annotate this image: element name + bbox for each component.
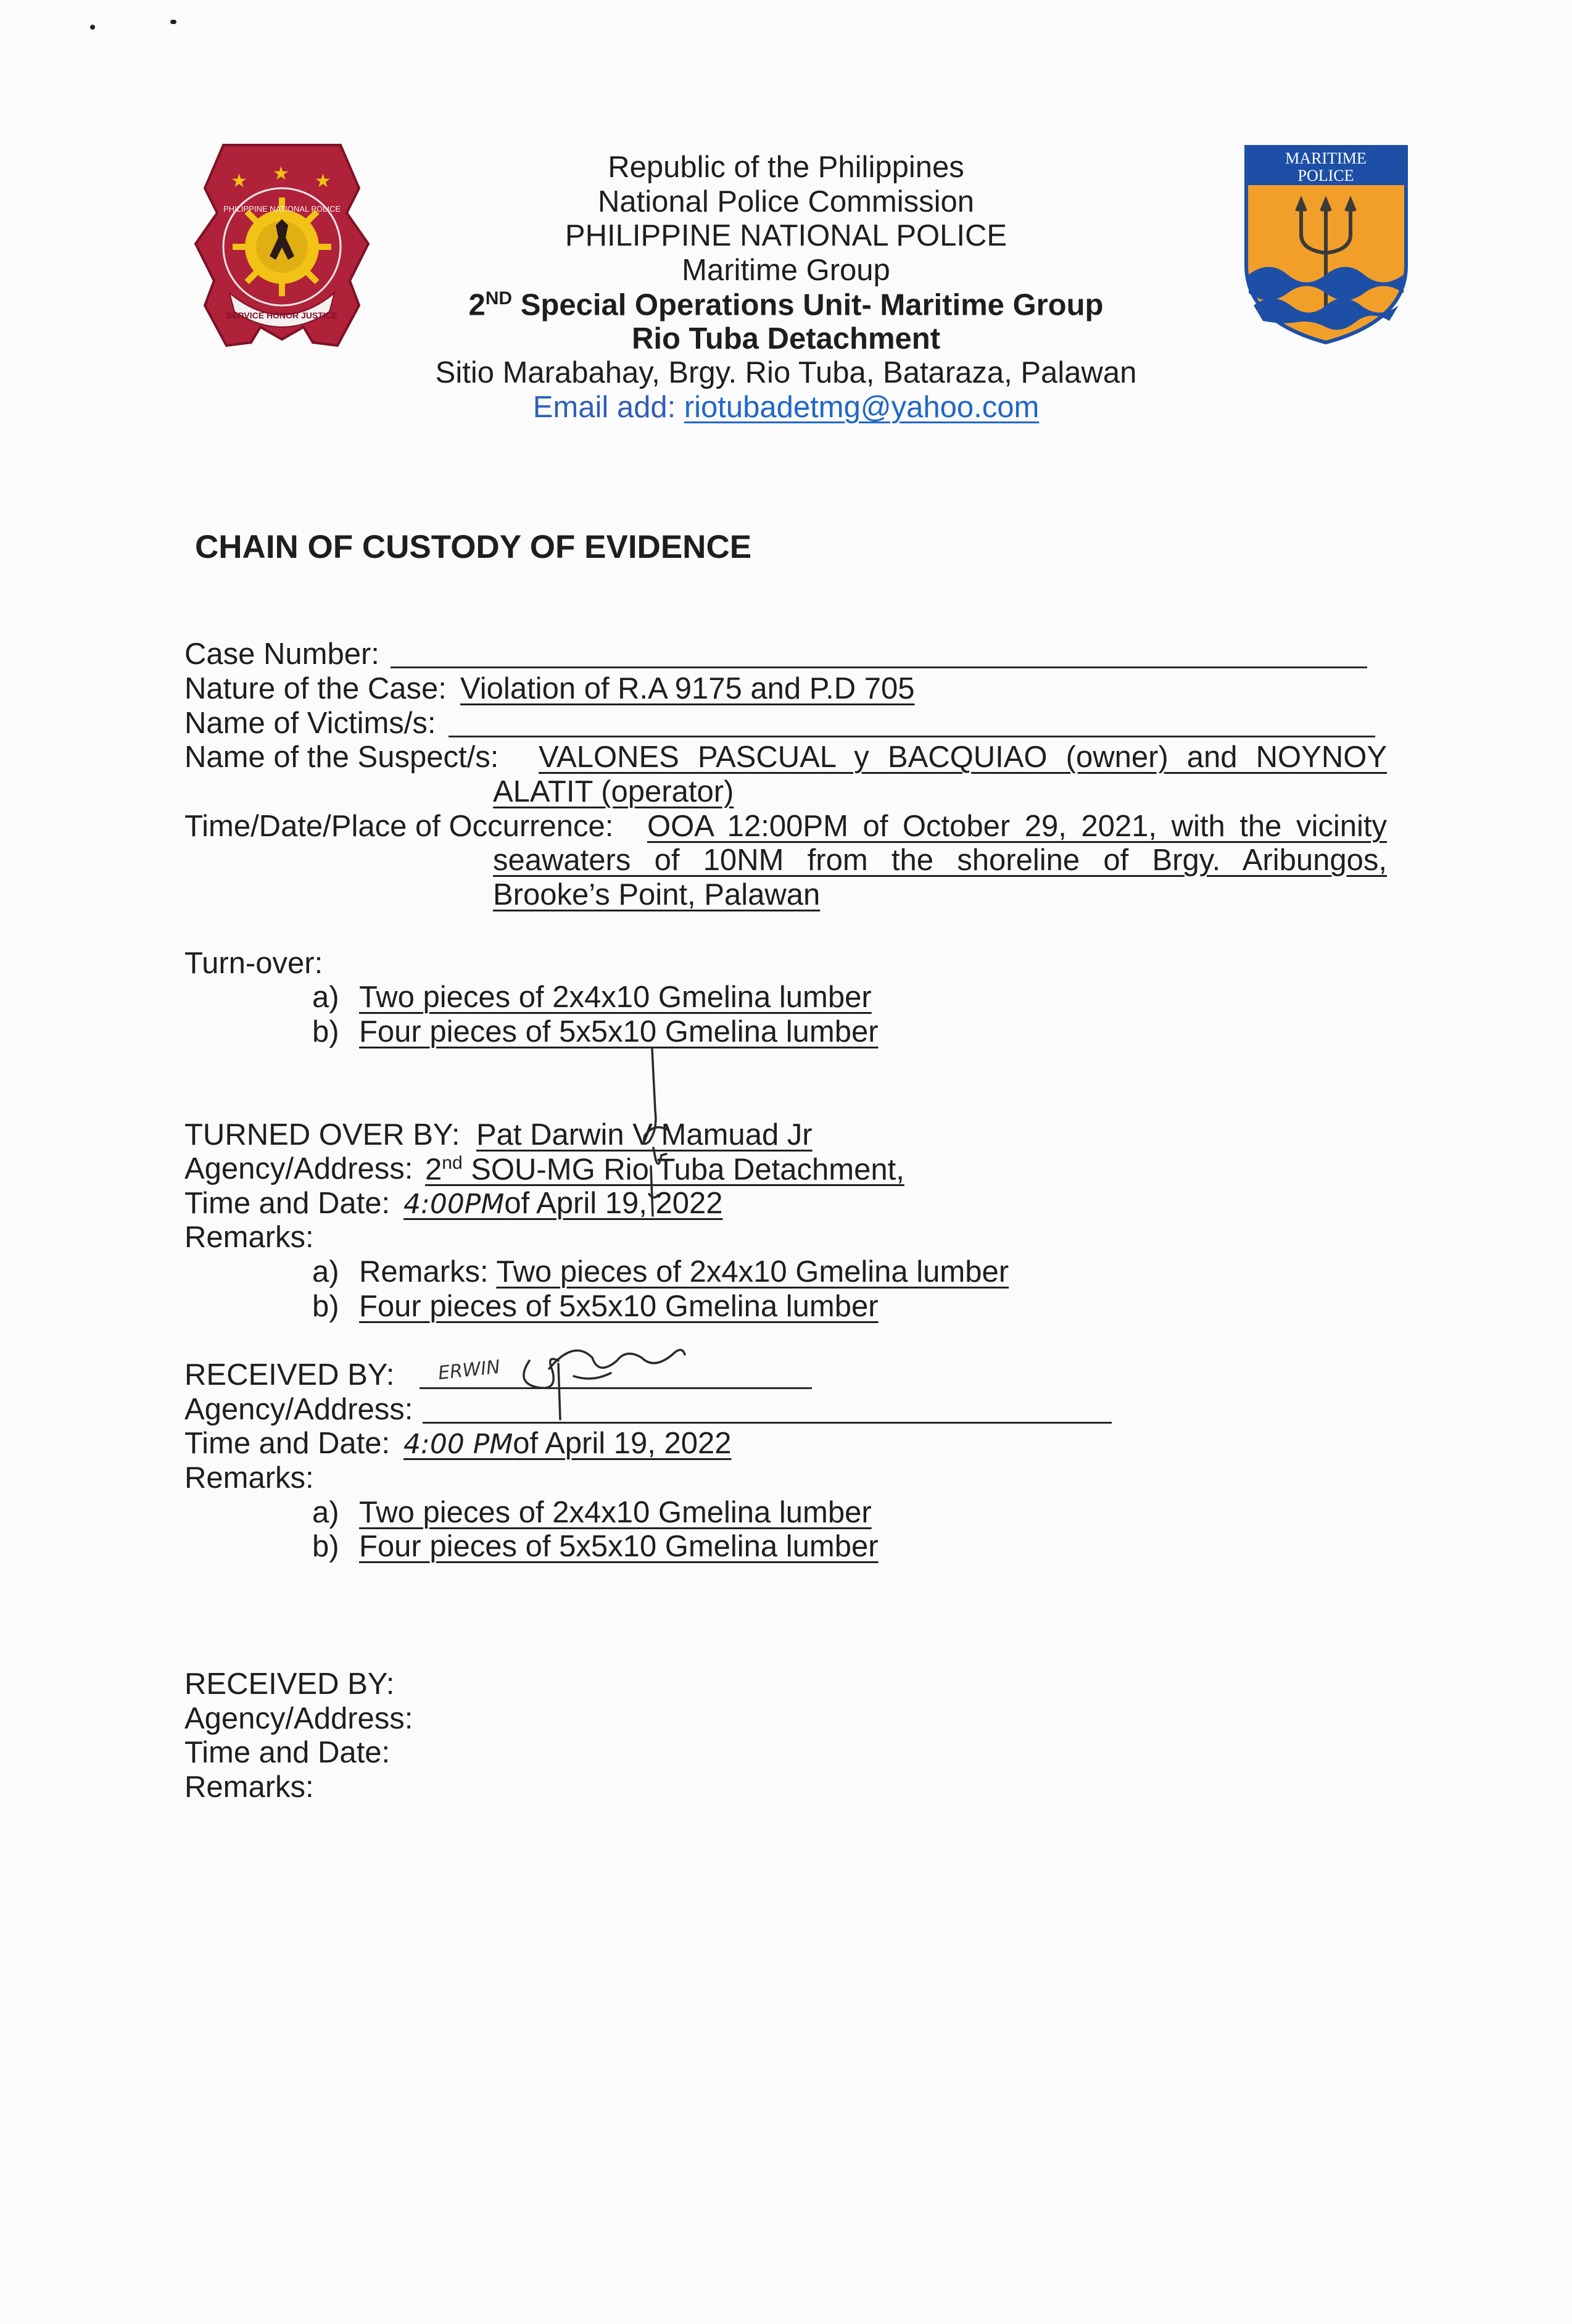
remark-b-marker-1: b) — [312, 1290, 339, 1323]
remarks-label-2: Remarks: — [184, 1461, 314, 1495]
svg-text:★: ★ — [315, 170, 331, 192]
scan-speck — [170, 20, 176, 24]
agency-prefix: 2 — [425, 1153, 442, 1187]
victims-label: Name of Victims/s: — [184, 707, 436, 740]
header-unit-prefix: 2 — [468, 288, 486, 322]
remarks-label-1: Remarks: — [184, 1221, 314, 1254]
header-unit-sup: ND — [485, 288, 513, 309]
occurrence-value-3: Brooke’s Point, Palawan — [493, 878, 821, 911]
received-by-label-2: RECEIVED BY: — [184, 1667, 395, 1701]
maritime-logo-line1: MARITIME — [1285, 149, 1367, 167]
agency-label-2: Agency/Address: — [184, 1393, 413, 1426]
agency-label-3: Agency/Address: — [184, 1702, 413, 1735]
time-date-label-3: Time and Date: — [184, 1736, 391, 1769]
remark-a-2: Two pieces of 2x4x10 Gmelina lumber — [359, 1496, 872, 1529]
header-detachment: Rio Tuba Detachment — [631, 322, 941, 355]
remark-b-2: Four pieces of 5x5x10 Gmelina lumber — [359, 1530, 879, 1563]
header-email — [0, 392, 1572, 423]
svg-text:★: ★ — [273, 163, 289, 185]
received-signature-text: ERWIN — [437, 1356, 502, 1385]
header-maritime-group: Maritime Group — [682, 254, 890, 287]
case-number-blank — [391, 666, 1367, 668]
scan-speck — [90, 25, 95, 30]
remark-b-marker-2: b) — [312, 1530, 339, 1563]
header-address: Sitio Marabahay, Brgy. Rio Tuba, Bataraza, Palawan — [435, 356, 1137, 389]
time-handwritten-2: 4:00 PM — [403, 1429, 513, 1460]
occurrence-label: Time/Date/Place of Occurrence: — [184, 810, 614, 843]
received-by-label-1: RECEIVED BY: — [184, 1358, 395, 1392]
time-date-label-1: Time and Date: — [184, 1187, 391, 1220]
remark-a-marker-1: a) — [312, 1255, 339, 1289]
case-number-label: Case Number: — [184, 637, 379, 671]
signature-received — [524, 1350, 685, 1420]
turnover-item-b: Four pieces of 5x5x10 Gmelina lumber — [359, 1015, 879, 1048]
suspect-label: Name of the Suspect/s: — [184, 741, 499, 774]
time-rest-2: of April 19, 2022 — [513, 1427, 732, 1460]
remarks-label-3: Remarks: — [184, 1770, 314, 1804]
header-napolcom: National Police Commission — [597, 185, 974, 218]
suspect-value-2: ALATIT (operator) — [493, 775, 734, 808]
turnover-item-a: Two pieces of 2x4x10 Gmelina lumber — [359, 981, 872, 1014]
agency-label-1: Agency/Address: — [184, 1152, 413, 1185]
pnp-logo-motto: SERVICE HONOR JUSTICE — [226, 310, 338, 320]
time-date-value-2 — [403, 1429, 731, 1459]
page-title: CHAIN OF CUSTODY OF EVIDENCE — [195, 529, 752, 565]
agency-rest: SOU-MG Rio Tuba Detachment, — [462, 1153, 904, 1187]
email-link[interactable]: riotubadetmg@yahoo.com — [684, 391, 1040, 424]
header-unit-rest: Special Operations Unit- Maritime Group — [512, 288, 1104, 322]
time-handwritten-1: 4:00PM — [403, 1189, 505, 1220]
turnover-item-b-marker: b) — [312, 1015, 339, 1048]
occurrence-value-1: OOA 12:00PM of October 29, 2021, with the vicinity — [647, 810, 1387, 843]
remark-a-1 — [359, 1257, 1009, 1287]
nature-label: Nature of the Case: — [184, 672, 447, 705]
received-by-blank-1 — [420, 1387, 812, 1389]
turnover-item-a-marker: a) — [312, 981, 339, 1014]
turned-over-by-label: TURNED OVER BY: — [184, 1118, 460, 1152]
nature-value: Violation of R.A 9175 and P.D 705 — [460, 672, 915, 705]
time-date-value-1 — [403, 1189, 722, 1219]
agency-value-1 — [425, 1154, 904, 1185]
turned-over-by-name: Pat Darwin V Mamuad Jr — [476, 1118, 813, 1152]
pnp-logo-name: PHILIPPINE NATIONAL POLICE — [223, 204, 341, 214]
remark-a-prefix-1: Remarks: — [359, 1255, 497, 1289]
header-pnp: PHILIPPINE NATIONAL POLICE — [565, 219, 1007, 252]
time-rest-1: of April 19, 2022 — [504, 1187, 723, 1220]
header-republic: Republic of the Philippines — [608, 151, 964, 184]
email-label: Email add: — [532, 391, 684, 424]
victims-blank — [449, 736, 1375, 737]
remark-b-1: Four pieces of 5x5x10 Gmelina lumber — [359, 1290, 879, 1323]
remark-a-text-1: Two pieces of 2x4x10 Gmelina lumber — [496, 1255, 1009, 1289]
suspect-value-1: VALONES PASCUAL y BACQUIAO (owner) and NOYNOY — [539, 741, 1387, 774]
svg-text:★: ★ — [231, 170, 247, 192]
agency-sup: nd — [442, 1153, 463, 1173]
remark-a-marker-2: a) — [312, 1496, 339, 1529]
header-unit — [0, 289, 1572, 320]
agency-blank-2 — [423, 1422, 1112, 1424]
turnover-label: Turn-over: — [184, 947, 323, 980]
occurrence-value-2: seawaters of 10NM from the shoreline of Brgy. Aribungos, — [493, 844, 1387, 877]
time-date-label-2: Time and Date: — [184, 1427, 391, 1460]
maritime-logo-line2: POLICE — [1297, 167, 1354, 185]
